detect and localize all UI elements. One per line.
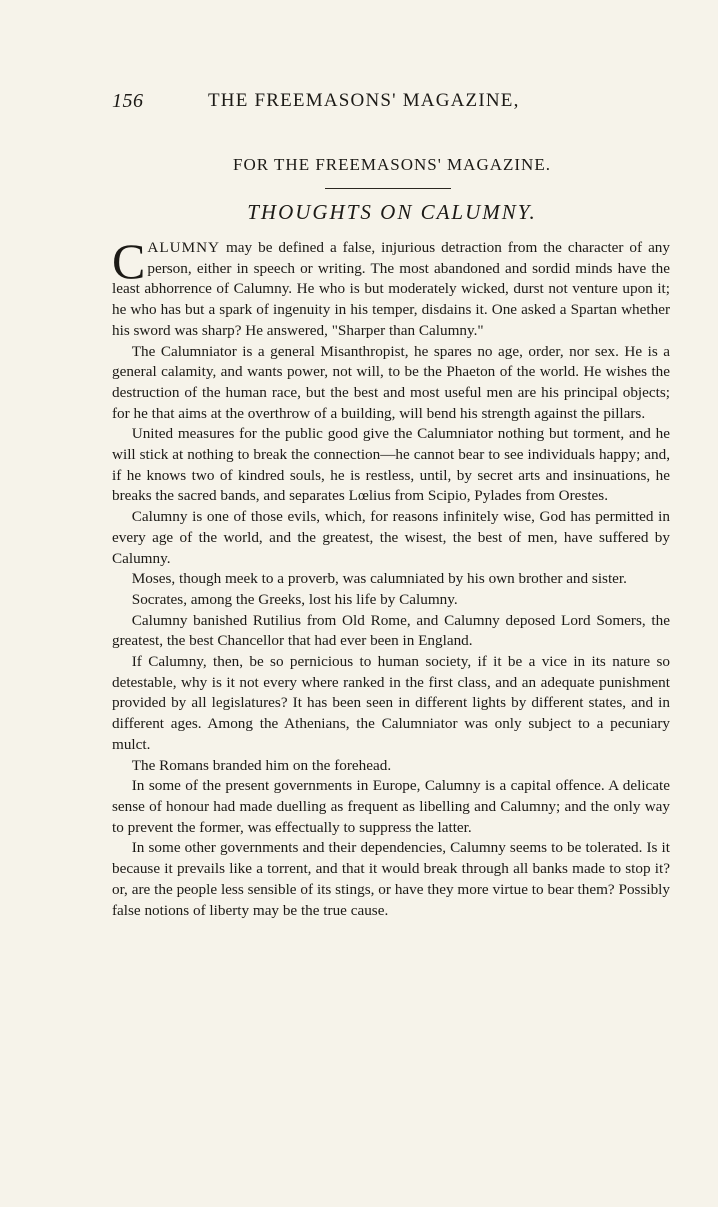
paragraph-3: United measures for the public good give the Calumniator nothing but torment, and he will stick at nothing to break the connection—he cannot bear to see individuals happy; and, if he knows two of kindred souls, he is restless, until, by secret arts and insinuations, he breaks the sacred bands, and separates Lœlius from Scipio, Pylades from Orestes. <box>112 425 670 505</box>
paragraph-7: Calumny banished Rutilius from Old Rome, and Calumny deposed Lord Somers, the greatest, the best Chancellor that had ever been in England. <box>112 611 670 650</box>
running-head <box>112 90 672 116</box>
article-body <box>112 233 670 921</box>
paragraph-5: Moses, though meek to a proverb, was calumniated by his own brother and sister. <box>131 570 627 588</box>
paragraph-9: The Romans branded him on the forehead. <box>131 756 392 774</box>
title-divider <box>325 188 451 189</box>
paragraph-4: Calumny is one of those evils, which, for reasons infinitely wise, God has permitted in every age of the world, and the greatest, the wisest, the best of men, have suffered by Calumny. <box>112 508 670 567</box>
first-word-rest: ALUMNY <box>147 239 221 256</box>
paragraph-10: In some of the present governments in Europe, Calumny is a capital offence. A delicate sense of honour had made duelling as frequent as libelling and Calumny; and the only way to prevent the former, was effectually to suppress the latter. <box>112 777 670 836</box>
section-heading: FOR THE FREEMASONS' MAGAZINE. <box>233 155 551 174</box>
paragraph-1 <box>112 233 670 342</box>
article-title: THOUGHTS ON CALUMNY. <box>247 200 537 224</box>
paragraph-6: Socrates, among the Greeks, lost his life by Calumny. <box>131 590 458 608</box>
page-number: 156 <box>112 90 144 112</box>
paragraph-1-text: may be defined a false, injurious detraction from the character of any person, either in speech or writing. The most abandoned and sordid minds have the least abhorrence of Calumny. He who is but moderately wicked, durst not venture upon it; he who has but a spark of ingenuity in his temper, disdains it. One asked a Spartan whether his sword was sharp? He answered, "Sharper than Calumny." <box>112 239 670 339</box>
paragraph-2: The Calumniator is a general Misanthropist, he spares no age, order, nor sex. He is a general calamity, and wants power, not will, to be the Phaeton of the world. He wishes the destruction of the human race, but the best and most useful men are his principal objects; for he that aims at the overthrow of a building, will bend his strength against the pillars. <box>112 342 670 422</box>
paragraph-11: In some other governments and their dependencies, Calumny seems to be tolerated. Is it because it prevails like a torrent, and that it would break through all banks made to stop it? or, are the people less sensible of its stings, or have they more virtue to bear them? Possibly false notions of liberty may be the true cause. <box>112 839 670 919</box>
magazine-title: THE FREEMASONS' MAGAZINE, <box>208 90 520 111</box>
drop-cap: C <box>112 233 146 289</box>
paragraph-8: If Calumny, then, be so pernicious to human society, if it be a vice in its nature so detestable, why is it not every where ranked in the first class, and an adequate punishment provided by all legislatures? It has been seen in different lights by different states, and in different ages. Among the Athenians, the Calumniator was only subject to a pecuniary mulct. <box>112 653 670 753</box>
